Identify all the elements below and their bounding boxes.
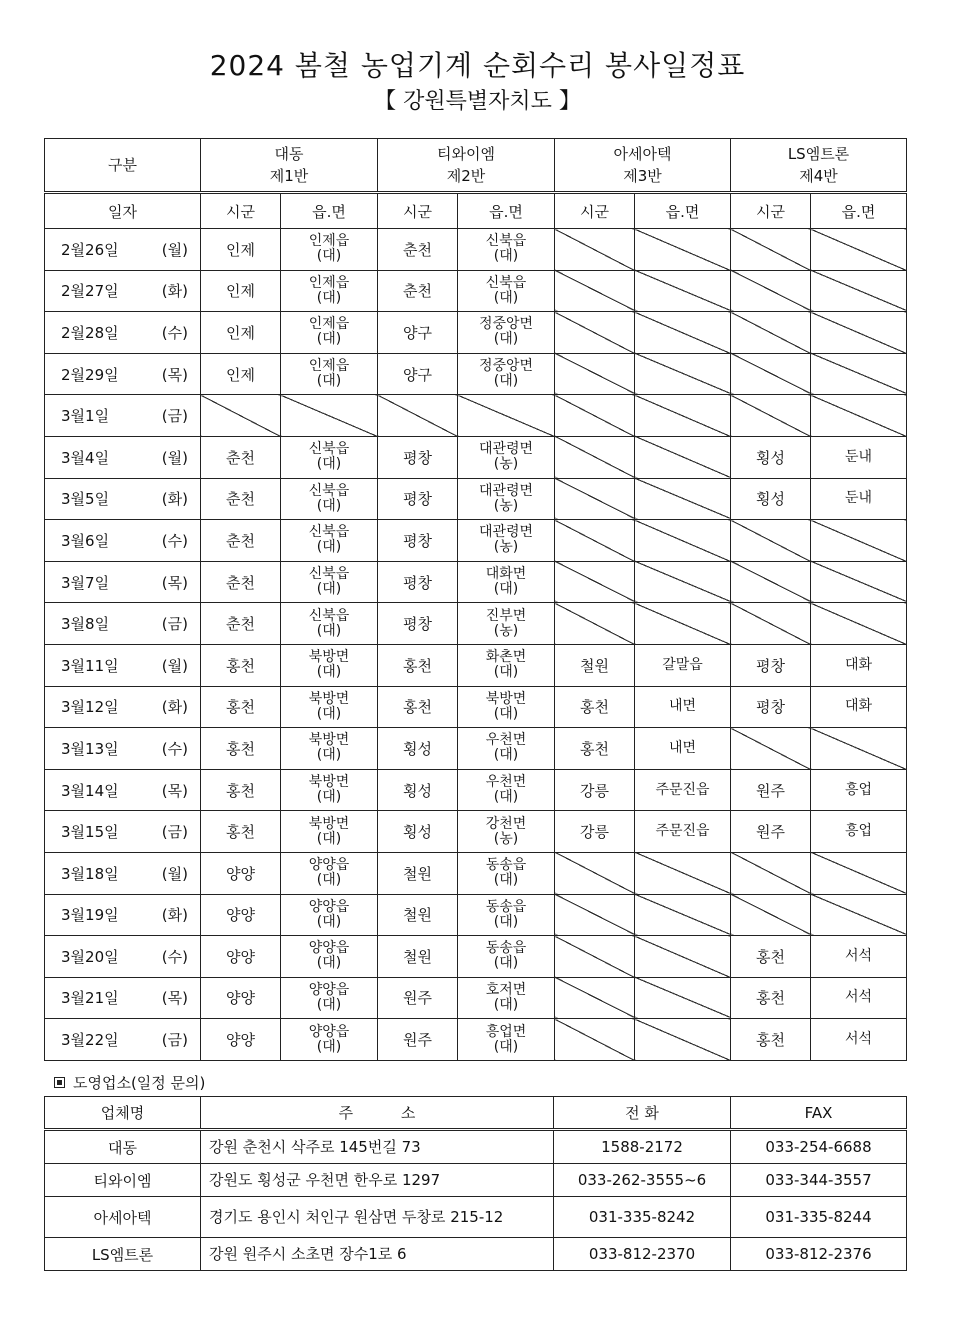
- row-date: (금) 3월15일: [45, 811, 201, 853]
- team4-empty-cell: [731, 852, 811, 894]
- row-date: (수) 2월28일: [45, 312, 201, 354]
- office-address: 강원 춘천시 삭주로 145번길 73: [201, 1130, 554, 1164]
- group-header-1: 대동 제1반: [201, 139, 378, 193]
- schedule-row: [45, 644, 907, 686]
- team4-eup: 서석: [811, 936, 907, 978]
- team1-sigun: 춘천: [201, 603, 281, 645]
- schedule-row: [45, 936, 907, 978]
- team4-empty-cell: [731, 312, 811, 354]
- team1-eup: 신북읍 (대): [281, 561, 378, 603]
- team3-empty-cell: [635, 478, 731, 520]
- row-date: (금) 3월1일: [45, 395, 201, 437]
- team4-sigun: 평창: [731, 644, 811, 686]
- office-phone: 033-812-2370: [554, 1238, 731, 1271]
- team1-sigun: 춘천: [201, 478, 281, 520]
- header-eup: 읍.면: [281, 193, 378, 229]
- team3-empty-cell: [555, 436, 635, 478]
- team4-empty-cell: [811, 894, 907, 936]
- team4-empty-cell: [731, 561, 811, 603]
- team1-eup: 인제읍 (대): [281, 353, 378, 395]
- team3-empty-cell: [635, 270, 731, 312]
- team3-empty-cell: [555, 353, 635, 395]
- team4-empty-cell: [811, 270, 907, 312]
- office-address: 강원 원주시 소초면 장수1로 6: [201, 1238, 554, 1271]
- row-date: (월) 3월4일: [45, 436, 201, 478]
- team2-sigun: 평창: [378, 436, 458, 478]
- office-row: [45, 1164, 907, 1197]
- team4-empty-cell: [811, 728, 907, 770]
- team3-eup: 주문진읍: [635, 769, 731, 811]
- team1-sigun: 홍천: [201, 811, 281, 853]
- page-title: 2024 봄철 농업기계 순회수리 봉사일정표: [209, 49, 746, 82]
- team1-eup: 북방면 (대): [281, 644, 378, 686]
- team1-eup: 북방면 (대): [281, 769, 378, 811]
- office-fax: 031-335-8244: [731, 1197, 907, 1238]
- team2-sigun: 횡성: [378, 811, 458, 853]
- office-row: [45, 1238, 907, 1271]
- team3-eup: 내면: [635, 728, 731, 770]
- team4-eup: 흥업: [811, 769, 907, 811]
- team3-sigun: 홍천: [555, 686, 635, 728]
- team4-empty-cell: [811, 561, 907, 603]
- team3-empty-cell: [635, 520, 731, 562]
- team4-empty-cell: [811, 603, 907, 645]
- team1-eup: 인제읍 (대): [281, 270, 378, 312]
- team2-eup: 동송읍 (대): [458, 894, 555, 936]
- group-header-2: 티와이엠 제2반: [378, 139, 555, 193]
- team1-eup: 북방면 (대): [281, 728, 378, 770]
- team4-sigun: 횡성: [731, 436, 811, 478]
- team3-empty-cell: [635, 561, 731, 603]
- office-row: [45, 1197, 907, 1238]
- schedule-row: [45, 686, 907, 728]
- team4-sigun: 평창: [731, 686, 811, 728]
- schedule-row: [45, 894, 907, 936]
- team3-sigun: 강릉: [555, 811, 635, 853]
- team2-eup: 대관령면 (농): [458, 436, 555, 478]
- office-header-phone: 전 화: [554, 1097, 731, 1130]
- row-date: (화) 3월5일: [45, 478, 201, 520]
- office-fax: 033-344-3557: [731, 1164, 907, 1197]
- schedule-row: [45, 977, 907, 1019]
- row-date: (목) 3월21일: [45, 977, 201, 1019]
- office-name: 아세아텍: [45, 1197, 201, 1238]
- team3-empty-cell: [635, 395, 731, 437]
- team2-sigun: 횡성: [378, 769, 458, 811]
- team3-empty-cell: [635, 229, 731, 271]
- team1-sigun: 양양: [201, 977, 281, 1019]
- team4-sigun: 홍천: [731, 936, 811, 978]
- office-fax: 033-254-6688: [731, 1130, 907, 1164]
- team2-sigun: 원주: [378, 1019, 458, 1061]
- team2-sigun: 철원: [378, 936, 458, 978]
- schedule-row: [45, 1019, 907, 1061]
- team4-sigun: 홍천: [731, 1019, 811, 1061]
- team4-sigun: 횡성: [731, 478, 811, 520]
- square-bullet-icon: [54, 1077, 65, 1088]
- office-name: 대동: [45, 1130, 201, 1164]
- team2-sigun: 양구: [378, 353, 458, 395]
- team4-sigun: 원주: [731, 769, 811, 811]
- team2-eup: 호저면 (대): [458, 977, 555, 1019]
- office-header-name: 업체명: [45, 1097, 201, 1130]
- header-date: 일자: [45, 193, 201, 229]
- team2-eup: 대관령면 (농): [458, 520, 555, 562]
- team2-eup: 정중앙면 (대): [458, 312, 555, 354]
- team1-eup: 양양읍 (대): [281, 1019, 378, 1061]
- team2-eup: 대관령면 (농): [458, 478, 555, 520]
- team2-sigun: 철원: [378, 894, 458, 936]
- team1-empty-cell: [201, 395, 281, 437]
- team1-sigun: 홍천: [201, 686, 281, 728]
- header-eup: 읍.면: [635, 193, 731, 229]
- team3-empty-cell: [555, 561, 635, 603]
- team3-empty-cell: [555, 478, 635, 520]
- header-eup: 읍.면: [458, 193, 555, 229]
- schedule-row: [45, 395, 907, 437]
- team4-empty-cell: [811, 852, 907, 894]
- team4-empty-cell: [811, 312, 907, 354]
- team2-empty-cell: [378, 395, 458, 437]
- header-category: 구분: [45, 139, 201, 193]
- schedule-row: [45, 603, 907, 645]
- team4-empty-cell: [731, 894, 811, 936]
- team3-eup: 내면: [635, 686, 731, 728]
- team3-empty-cell: [555, 270, 635, 312]
- office-phone: 031-335-8242: [554, 1197, 731, 1238]
- row-date: (금) 3월22일: [45, 1019, 201, 1061]
- team2-eup: 신북읍 (대): [458, 270, 555, 312]
- schedule-table: [44, 138, 907, 1061]
- office-phone: 033-262-3555~6: [554, 1164, 731, 1197]
- team3-sigun: 홍천: [555, 728, 635, 770]
- team3-empty-cell: [555, 312, 635, 354]
- team4-sigun: 원주: [731, 811, 811, 853]
- header-sigun: 시군: [378, 193, 458, 229]
- team4-eup: 둔내: [811, 478, 907, 520]
- team1-eup: 신북읍 (대): [281, 436, 378, 478]
- schedule-row: [45, 436, 907, 478]
- row-date: (월) 3월18일: [45, 852, 201, 894]
- team1-eup: 신북읍 (대): [281, 520, 378, 562]
- team1-eup: 양양읍 (대): [281, 936, 378, 978]
- team4-empty-cell: [811, 520, 907, 562]
- row-date: (수) 3월13일: [45, 728, 201, 770]
- team1-eup: 양양읍 (대): [281, 977, 378, 1019]
- team3-eup: 갈말읍: [635, 644, 731, 686]
- office-row: [45, 1130, 907, 1164]
- team2-sigun: 원주: [378, 977, 458, 1019]
- team1-sigun: 인제: [201, 229, 281, 271]
- row-date: (목) 3월14일: [45, 769, 201, 811]
- office-section-title: 도영업소(일정 문의): [54, 1072, 205, 1093]
- team1-eup: 양양읍 (대): [281, 894, 378, 936]
- team1-sigun: 홍천: [201, 769, 281, 811]
- team1-eup: 신북읍 (대): [281, 603, 378, 645]
- team2-sigun: 철원: [378, 852, 458, 894]
- team2-eup: 흥업면 (대): [458, 1019, 555, 1061]
- team3-empty-cell: [635, 977, 731, 1019]
- office-header-address: 주 소: [201, 1097, 554, 1130]
- team3-empty-cell: [555, 395, 635, 437]
- team4-eup: 대화: [811, 686, 907, 728]
- row-date: (월) 3월11일: [45, 644, 201, 686]
- row-date: (화) 2월27일: [45, 270, 201, 312]
- group-header-4: LS엠트론 제4반: [731, 139, 907, 193]
- row-date: (금) 3월8일: [45, 603, 201, 645]
- team4-eup: 서석: [811, 977, 907, 1019]
- office-address: 경기도 용인시 처인구 원삼면 두창로 215-12: [201, 1197, 554, 1238]
- office-phone: 1588-2172: [554, 1130, 731, 1164]
- team2-eup: 북방면 (대): [458, 686, 555, 728]
- schedule-row: [45, 270, 907, 312]
- schedule-row: [45, 229, 907, 271]
- team1-eup: 인제읍 (대): [281, 229, 378, 271]
- row-date: (수) 3월6일: [45, 520, 201, 562]
- team1-sigun: 인제: [201, 353, 281, 395]
- team2-eup: 진부면 (농): [458, 603, 555, 645]
- team3-empty-cell: [555, 1019, 635, 1061]
- office-table: [44, 1096, 907, 1271]
- team2-sigun: 평창: [378, 603, 458, 645]
- team2-sigun: 춘천: [378, 270, 458, 312]
- team3-empty-cell: [635, 1019, 731, 1061]
- schedule-row: [45, 520, 907, 562]
- row-date: (목) 3월7일: [45, 561, 201, 603]
- schedule-row: [45, 312, 907, 354]
- team2-empty-cell: [458, 395, 555, 437]
- team3-empty-cell: [555, 936, 635, 978]
- team3-empty-cell: [635, 436, 731, 478]
- row-date: (화) 3월19일: [45, 894, 201, 936]
- team2-eup: 신북읍 (대): [458, 229, 555, 271]
- team3-empty-cell: [555, 229, 635, 271]
- team3-empty-cell: [555, 852, 635, 894]
- office-name: LS엠트론: [45, 1238, 201, 1271]
- schedule-row: [45, 478, 907, 520]
- team1-sigun: 양양: [201, 936, 281, 978]
- team2-sigun: 홍천: [378, 686, 458, 728]
- schedule-row: [45, 852, 907, 894]
- team2-eup: 대화면 (대): [458, 561, 555, 603]
- team1-sigun: 홍천: [201, 728, 281, 770]
- team4-empty-cell: [731, 353, 811, 395]
- team3-sigun: 강릉: [555, 769, 635, 811]
- schedule-row: [45, 353, 907, 395]
- team4-empty-cell: [731, 520, 811, 562]
- team1-eup: 인제읍 (대): [281, 312, 378, 354]
- team3-empty-cell: [635, 936, 731, 978]
- header-sigun: 시군: [731, 193, 811, 229]
- team2-eup: 강천면 (농): [458, 811, 555, 853]
- team2-sigun: 춘천: [378, 229, 458, 271]
- group-header-3: 아세아텍 제3반: [555, 139, 731, 193]
- schedule-row: [45, 769, 907, 811]
- team1-eup: 북방면 (대): [281, 811, 378, 853]
- team4-empty-cell: [731, 229, 811, 271]
- team1-empty-cell: [281, 395, 378, 437]
- team3-sigun: 철원: [555, 644, 635, 686]
- schedule-row: [45, 561, 907, 603]
- team4-eup: 둔내: [811, 436, 907, 478]
- team1-eup: 북방면 (대): [281, 686, 378, 728]
- office-fax: 033-812-2376: [731, 1238, 907, 1271]
- team3-empty-cell: [635, 894, 731, 936]
- team1-sigun: 춘천: [201, 520, 281, 562]
- team2-sigun: 홍천: [378, 644, 458, 686]
- team4-empty-cell: [731, 270, 811, 312]
- team1-sigun: 인제: [201, 270, 281, 312]
- row-date: (목) 2월29일: [45, 353, 201, 395]
- team3-empty-cell: [555, 894, 635, 936]
- team2-eup: 우천면 (대): [458, 728, 555, 770]
- team2-sigun: 평창: [378, 478, 458, 520]
- team1-eup: 신북읍 (대): [281, 478, 378, 520]
- header-sigun: 시군: [201, 193, 281, 229]
- schedule-row: [45, 811, 907, 853]
- team3-eup: 주문진읍: [635, 811, 731, 853]
- office-name: 티와이엠: [45, 1164, 201, 1197]
- team1-sigun: 인제: [201, 312, 281, 354]
- team4-empty-cell: [731, 728, 811, 770]
- team1-sigun: 홍천: [201, 644, 281, 686]
- team3-empty-cell: [555, 520, 635, 562]
- team4-empty-cell: [731, 603, 811, 645]
- team1-sigun: 양양: [201, 894, 281, 936]
- team2-eup: 우천면 (대): [458, 769, 555, 811]
- schedule-row: [45, 728, 907, 770]
- team3-empty-cell: [635, 852, 731, 894]
- team3-empty-cell: [635, 603, 731, 645]
- team2-eup: 정중앙면 (대): [458, 353, 555, 395]
- team1-sigun: 양양: [201, 1019, 281, 1061]
- team4-eup: 서석: [811, 1019, 907, 1061]
- team3-empty-cell: [635, 353, 731, 395]
- row-date: (수) 3월20일: [45, 936, 201, 978]
- team4-eup: 흥업: [811, 811, 907, 853]
- team4-empty-cell: [811, 229, 907, 271]
- team3-empty-cell: [635, 312, 731, 354]
- team2-eup: 화촌면 (대): [458, 644, 555, 686]
- office-header-fax: FAX: [731, 1097, 907, 1130]
- team4-sigun: 홍천: [731, 977, 811, 1019]
- row-date: (화) 3월12일: [45, 686, 201, 728]
- team2-sigun: 양구: [378, 312, 458, 354]
- team1-eup: 양양읍 (대): [281, 852, 378, 894]
- team3-empty-cell: [555, 603, 635, 645]
- team2-eup: 동송읍 (대): [458, 936, 555, 978]
- team1-sigun: 양양: [201, 852, 281, 894]
- team1-sigun: 춘천: [201, 561, 281, 603]
- team2-sigun: 평창: [378, 561, 458, 603]
- team2-sigun: 평창: [378, 520, 458, 562]
- team2-eup: 동송읍 (대): [458, 852, 555, 894]
- row-date: (월) 2월26일: [45, 229, 201, 271]
- header-eup: 읍.면: [811, 193, 907, 229]
- team4-empty-cell: [811, 353, 907, 395]
- team4-empty-cell: [811, 395, 907, 437]
- page-subtitle: 【 강원특별자치도 】: [374, 89, 581, 114]
- team3-empty-cell: [555, 977, 635, 1019]
- team4-eup: 대화: [811, 644, 907, 686]
- team1-sigun: 춘천: [201, 436, 281, 478]
- header-sigun: 시군: [555, 193, 635, 229]
- team4-empty-cell: [731, 395, 811, 437]
- office-address: 강원도 횡성군 우천면 한우로 1297: [201, 1164, 554, 1197]
- team2-sigun: 횡성: [378, 728, 458, 770]
